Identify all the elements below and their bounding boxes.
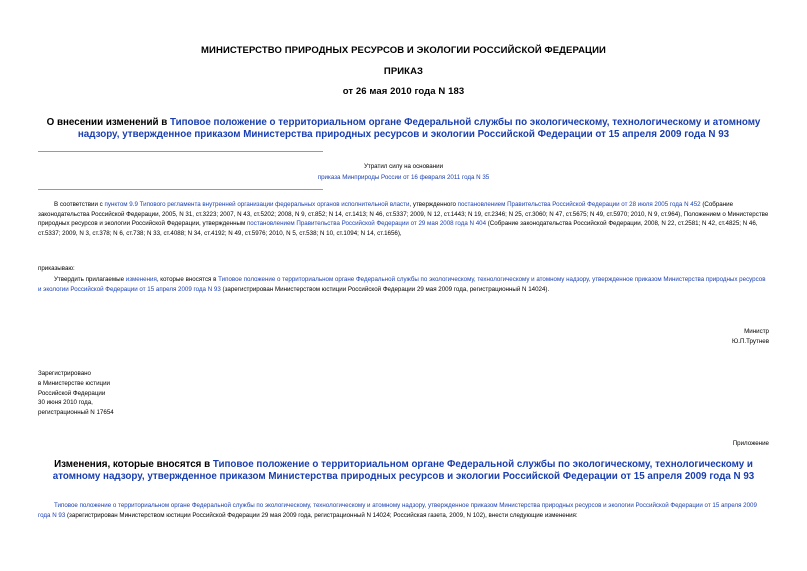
- p2-text-b: , которые вносятся в: [156, 276, 219, 283]
- p2-link-regulation[interactable]: Типовое положение о территориальном органе Федеральной службы по экологическому, технологическому и атомному надзору, утвержденное приказом Министерства природных ресурсов и экологии Российской Федерации от 15 апреля 2009 года N 93: [38, 276, 766, 293]
- p2-text-a: Утвердить прилагаемые: [54, 276, 126, 283]
- order-word: приказываю:: [38, 265, 75, 272]
- p1-text-c: (Собрание законодательства Российской Федерации, 2005, N 31, ст.3223; 2007, N 43, ст.5202; 2008, N 9, ст.852; N 14, ст.1413; N 46, ст.5337; 2009, N 12, ст.1443; N 19, ст.2346; N 25, ст.3060; N 47, ст.5675; N 49, ст.5970; 2010, N 9, ст.964), Положением о Министерстве природных ресурсов и экологии Российской Федерации, утвержденным: [38, 201, 769, 228]
- appendix-label: Приложение: [732, 440, 769, 447]
- appendix-paragraph-text: (зарегистрирован Министерством юстиции Российской Федерации 29 мая 2009 года, регистрационный N 14024; Российская газета, 2009, N 102), внести следующие изменения:: [65, 511, 578, 519]
- body-paragraph-1: [38, 200, 769, 238]
- registration-line-5: регистрационный N 17654: [38, 409, 114, 416]
- p1-link-resolution-452[interactable]: постановлением Правительства Российской Федерации от 28 июля 2005 года N 452: [457, 201, 701, 208]
- signature-position: Министр: [744, 328, 769, 335]
- body-paragraph-2: [38, 275, 769, 294]
- registration-line-1: Зарегистрировано: [38, 370, 91, 377]
- p1-link-resolution-404[interactable]: постановлением Правительства Российской Федерации от 29 мая 2008 года N 404: [246, 220, 487, 228]
- p2-link-changes[interactable]: изменения: [125, 276, 157, 283]
- p2-text-c: (зарегистрирован Министерством юстиции Российской Федерации 29 мая 2009 года, регистрационный N 14024).: [220, 285, 550, 293]
- p1-text-a: В соответствии с: [54, 201, 105, 208]
- date-number-heading: от 26 мая 2010 года N 183: [342, 86, 465, 97]
- status-line: Утратил силу на основании: [363, 163, 444, 170]
- appendix-paragraph-link[interactable]: Типовое положение о территориальном органе Федеральной службы по экологическому, технологическому и атомному надзору, утвержденное приказом Министерства природных ресурсов и экологии Российской Федерации от 15 апреля 2009 года N 93: [38, 502, 757, 519]
- p1-text-b: , утвержденного: [409, 201, 458, 208]
- document-title: [40, 117, 767, 141]
- registration-line-3: Российской Федерации: [38, 390, 106, 397]
- title-prefix: О внесении изменений в: [46, 117, 170, 128]
- divider-top: [38, 151, 323, 152]
- divider-bottom: [38, 189, 323, 190]
- ministry-heading: МИНИСТЕРСТВО ПРИРОДНЫХ РЕСУРСОВ И ЭКОЛОГИИ РОССИЙСКОЙ ФЕДЕРАЦИИ: [201, 45, 606, 56]
- appendix-paragraph: [38, 501, 769, 520]
- registration-line-2: в Министерстве юстиции: [38, 380, 111, 387]
- p1-link-regulation[interactable]: пунктом 9.9 Типового регламента внутренней организации федеральных органов исполнительной власти: [104, 201, 410, 208]
- p1-text-d: (Собрание законодательства Российской Федерации, 2008, N 22, ст.2581; N 42, ст.4825; N 46, ст.5337; 2009, N 3, ст.378; N 6, ст.738; N 33, ст.4088; N 34, ст.4192; N 49, ст.5976; 2010, N 5, ст.538; N 10, ст.1094; N 14, ст.1656),: [38, 220, 758, 237]
- registration-line-4: 30 июня 2010 года,: [38, 399, 93, 406]
- doc-type-heading: ПРИКАЗ: [383, 66, 424, 77]
- status-link[interactable]: приказа Минприроды России от 16 февраля 2011 года N 35: [317, 174, 490, 181]
- appendix-title-prefix: Изменения, которые вносятся в: [54, 459, 213, 470]
- appendix-title: [30, 459, 777, 483]
- appendix-title-link[interactable]: Типовое положение о территориальном органе Федеральной службы по экологическому, технологическому и атомному надзору, утвержденное приказом Министерства природных ресурсов и экологии Российской Федерации от 15 апреля 2009 года N 93: [52, 459, 755, 482]
- signature-name: Ю.П.Трутнев: [731, 338, 769, 345]
- title-link[interactable]: Типовое положение о территориальном органе Федеральной службы по экологическому, технологическому и атомному надзору, утвержденное приказом Министерства природных ресурсов и экологии Российской Федерации от 15 апреля 2009 года N 93: [77, 117, 761, 140]
